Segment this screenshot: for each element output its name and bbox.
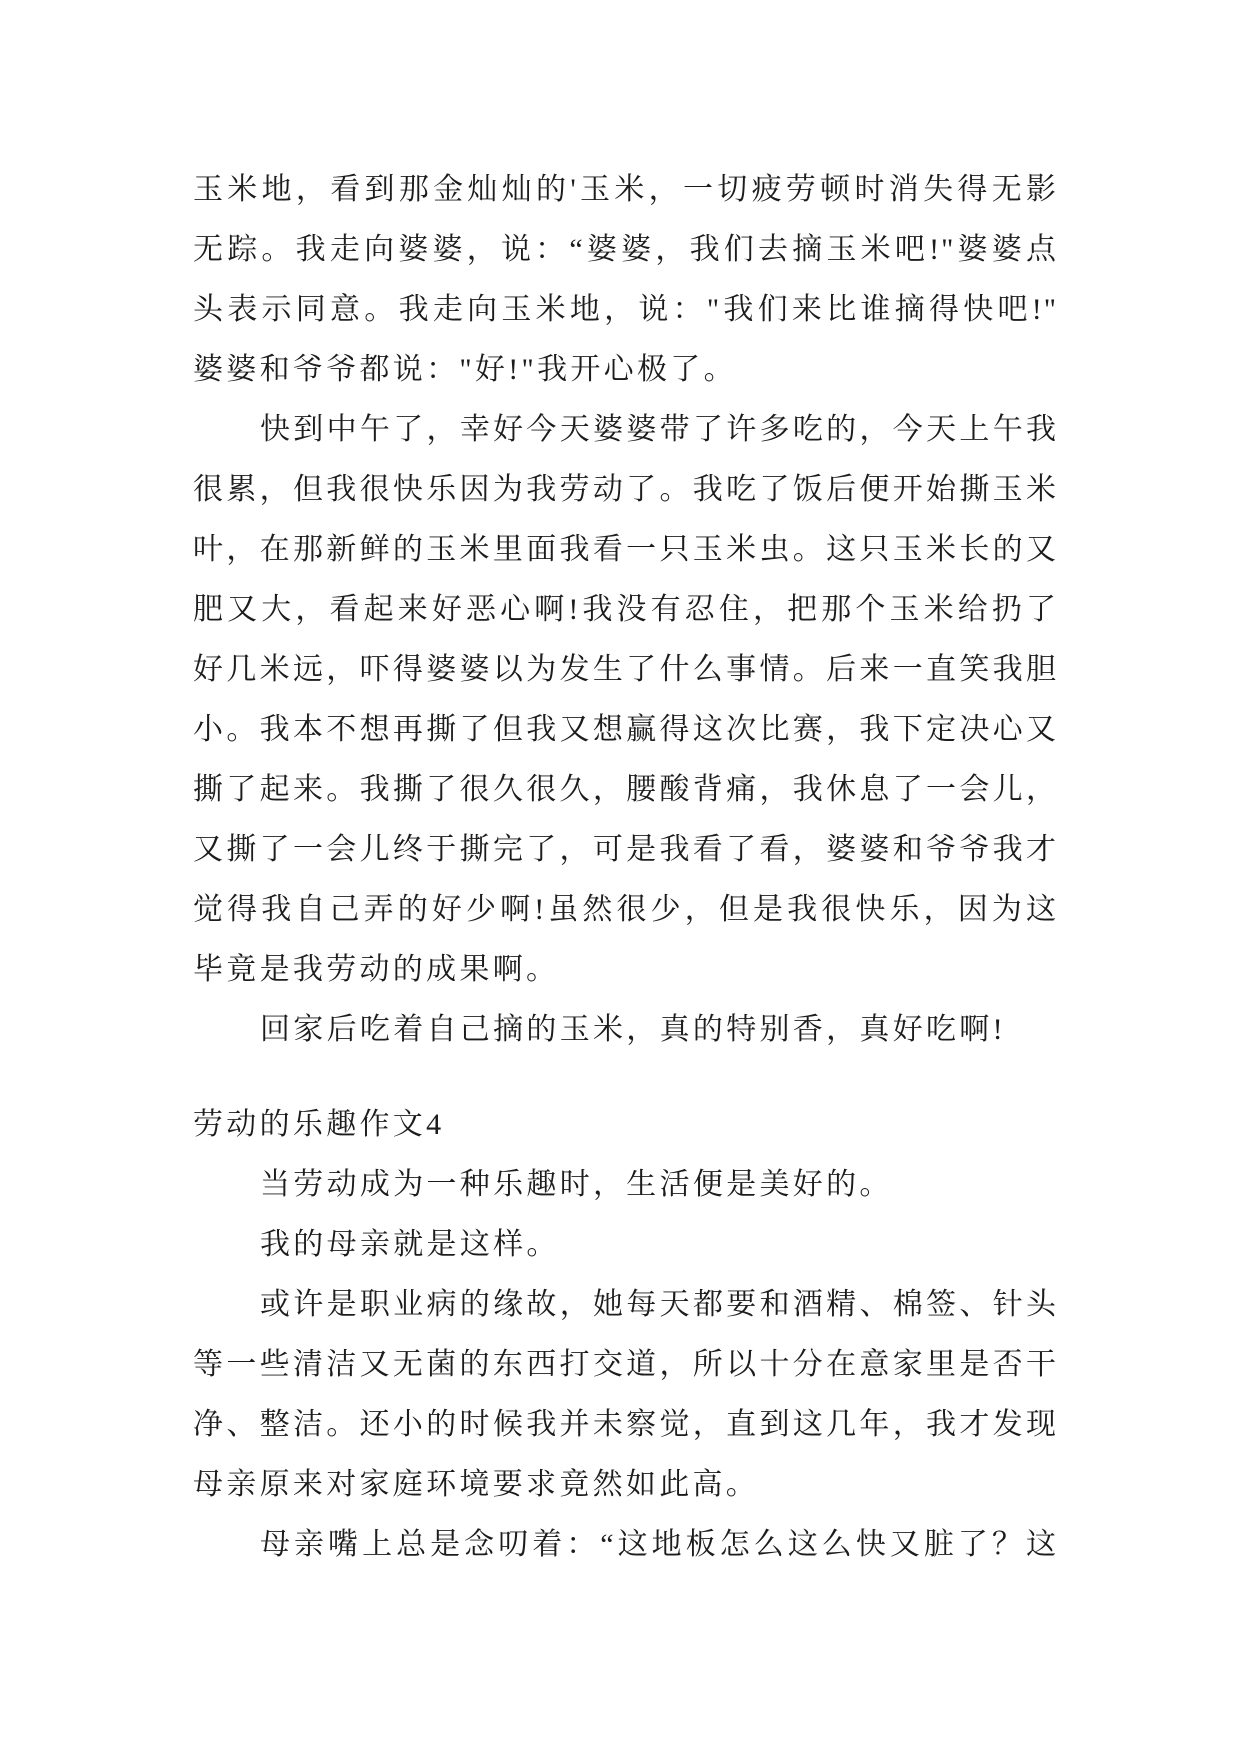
text-line: 又撕了一会儿终于撕完了，可是我看了看，婆婆和爷爷我才 [193,833,1058,866]
text-line: 当劳动成为一种乐趣时，生活便是美好的。 [260,1168,893,1201]
paragraph [193,1155,1058,1215]
text-line: 婆婆和爷爷都说："好!"我开心极了。 [193,353,737,386]
text-line: 净、整洁。还小的时候我并未察觉，直到这几年，我才发现 [193,1408,1058,1441]
paragraph [193,1515,1058,1575]
text-line: 我的母亲就是这样。 [260,1228,560,1261]
text-line: 等一些清洁又无菌的东西打交道，所以十分在意家里是否干 [193,1348,1058,1381]
paragraph [193,1215,1058,1275]
text-line: 肥又大，看起来好恶心啊!我没有忍住，把那个玉米给扔了 [193,593,1058,626]
text-line: 无踪。我走向婆婆，说：“婆婆，我们去摘玉米吧!"婆婆点 [193,233,1058,266]
text-line: 回家后吃着自己摘的玉米，真的特别香，真好吃啊! [260,1013,1006,1046]
text-line: 玉米地，看到那金灿灿的'玉米，一切疲劳顿时消失得无影 [193,173,1058,206]
paragraph [193,400,1058,1000]
document-body [193,160,1058,1575]
essay-title: 劳动的乐趣作文4 [193,1108,445,1141]
text-line: 撕了起来。我撕了很久很久，腰酸背痛，我休息了一会儿， [193,773,1058,806]
text-line: 很累，但我很快乐因为我劳动了。我吃了饭后便开始撕玉米 [193,473,1058,506]
paragraph [193,160,1058,400]
text-line: 觉得我自己弄的好少啊!虽然很少，但是我很快乐，因为这 [193,893,1058,926]
text-line: 叶，在那新鲜的玉米里面我看一只玉米虫。这只玉米长的又 [193,533,1058,566]
text-line: 快到中午了，幸好今天婆婆带了许多吃的，今天上午我 [260,413,1058,446]
text-line: 母亲原来对家庭环境要求竟然如此高。 [193,1468,760,1501]
text-line: 毕竟是我劳动的成果啊。 [193,953,560,986]
paragraph [193,1275,1058,1515]
text-line: 好几米远，吓得婆婆以为发生了什么事情。后来一直笑我胆 [193,653,1058,686]
text-line: 小。我本不想再撕了但我又想赢得这次比赛，我下定决心又 [193,713,1058,746]
text-line: 头表示同意。我走向玉米地，说："我们来比谁摘得快吧!" [193,293,1058,326]
text-line: 或许是职业病的缘故，她每天都要和酒精、棉签、针头 [260,1288,1058,1321]
text-line: 母亲嘴上总是念叨着：“这地板怎么这么快又脏了？这 [260,1528,1058,1561]
paragraph [193,1000,1058,1060]
